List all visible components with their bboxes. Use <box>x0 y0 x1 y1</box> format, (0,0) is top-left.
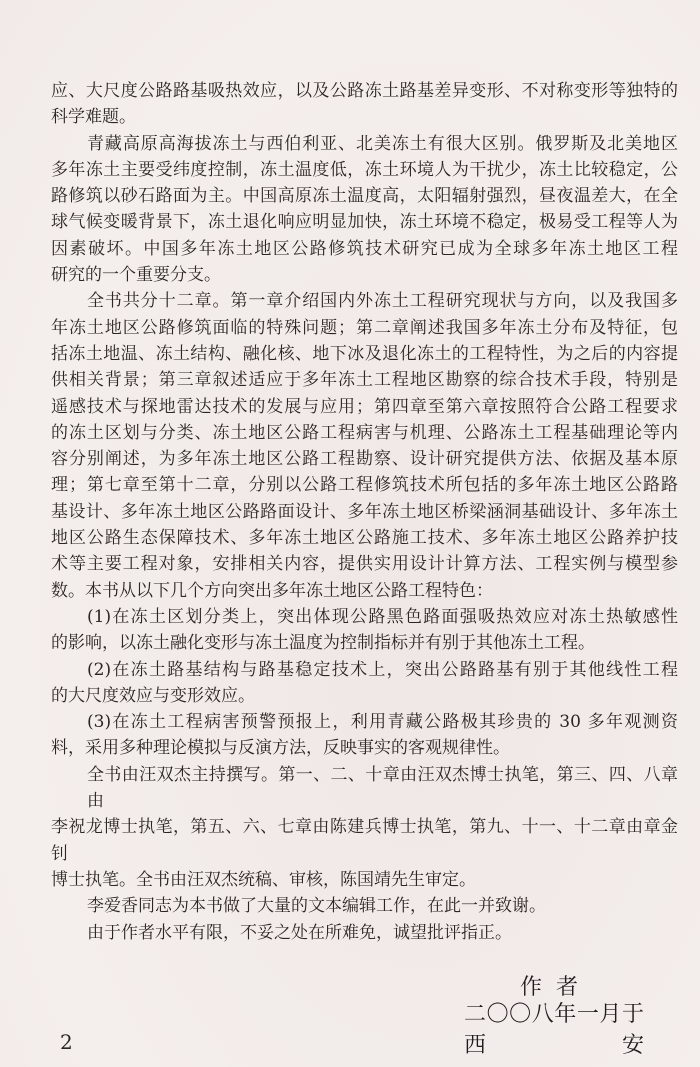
text-line: 容分别阐述，为多年冻土地区公路工程勘察、设计研究提供方法、依据及基本原 <box>51 449 678 470</box>
text-line: 因素破坏。中国多年冻土地区公路修筑技术研究已成为全球多年冻土地区工程 <box>51 238 678 259</box>
text-line: 地区公路生态保障技术、多年冻土地区公路施工技术、多年冻土地区公路养护技 <box>51 528 678 549</box>
text-line: 路修筑以砂石路面为主。中国高原冻土温度高，太阳辐射强烈，昼夜温差大，在全 <box>51 186 678 207</box>
text-line: 李爱香同志为本书做了大量的文本编辑工作，在此一并致谢。 <box>87 896 546 917</box>
text-line: 球气候变暖背景下，冻土退化响应明显加快，冻土环境不稳定，极易受工程等人为 <box>51 212 678 233</box>
text-line: 数。本书从以下几个方向突出多年冻土地区公路工程特色： <box>51 580 493 601</box>
text-line: 料，采用多种理论模拟与反演方法，反映事实的客观规律性。 <box>51 738 510 759</box>
text-line: 的影响，以冻土融化变形与冻土温度为控制指标并有别于其他冻土工程。 <box>51 633 595 654</box>
text-line: (1)在冻土区划分类上，突出体现公路黑色路面强吸热效应对冻土热敏感性 <box>87 606 678 627</box>
text-line: 由于作者水平有限，不妥之处在所难免，诚望批评指正。 <box>87 922 512 943</box>
text-line: 全书由汪双杰主持撰写。第一、二、十章由汪双杰博士执笔，第三、四、八章由 <box>87 764 678 812</box>
signature-date: 二〇〇八年一月于西安 <box>464 1002 644 1058</box>
text-line: (2)在冻土路基结构与路基稳定技术上，突出公路路基有别于其他线性工程 <box>87 659 678 680</box>
text-line: 李祝龙博士执笔，第五、六、七章由陈建兵博士执笔，第九、十一、十二章由章金钊 <box>51 817 678 864</box>
text-line: 的冻土区划与分类、冻土地区公路工程病害与机理、公路冻土工程基础理论等内 <box>51 422 678 443</box>
text-line: 青藏高原高海拔冻土与西伯利亚、北美冻土有很大区别。俄罗斯及北美地区 <box>87 133 678 154</box>
text-line: 基设计、多年冻土地区公路路面设计、多年冻土地区桥梁涵洞基础设计、多年冻土 <box>51 501 678 522</box>
text-line: (3)在冻土工程病害预警预报上，利用青藏公路极其珍贵的 30 多年观测资 <box>87 712 678 733</box>
text-line: 理；第七章至第十二章，分别以公路工程修筑技术所包括的多年冻土地区公路路 <box>51 475 678 496</box>
page-number: 2 <box>60 1030 73 1054</box>
preface-body-text <box>51 78 678 946</box>
text-line: 博士执笔。全书由汪双杰统稿、审核，陈国靖先生审定。 <box>51 869 476 890</box>
text-line: 括冻土地温、冻土结构、融化核、地下冰及退化冻土的工程特性，为之后的内容提 <box>51 343 678 364</box>
text-line: 的大尺度效应与变形效应。 <box>51 685 255 706</box>
text-line: 全书共分十二章。第一章介绍国内外冻土工程研究现状与方向，以及我国多 <box>87 291 678 312</box>
signature-author: 作者 <box>520 975 593 1000</box>
text-line: 年冻土地区公路修筑面临的特殊问题；第二章阐述我国多年冻土分布及特征，包 <box>51 317 678 338</box>
text-line: 多年冻土主要受纬度控制，冻土温度低，冻土环境人为干扰少，冻土比较稳定，公 <box>51 159 678 180</box>
text-line: 术等主要工程对象，安排相关内容，提供实用设计计算方法、工程实例与模型参 <box>51 554 678 575</box>
text-line: 遥感技术与探地雷达技术的发展与应用；第四章至第六章按照符合公路工程要求 <box>51 396 678 417</box>
text-line: 应、大尺度公路路基吸热效应，以及公路冻土路基差异变形、不对称变形等独特的 <box>51 81 678 101</box>
text-line: 研究的一个重要分支。 <box>51 265 221 286</box>
text-line: 供相关背景；第三章叙述适应于多年冻土工程地区勘察的综合技术手段，特别是 <box>51 370 678 391</box>
text-line: 科学难题。 <box>51 107 136 128</box>
